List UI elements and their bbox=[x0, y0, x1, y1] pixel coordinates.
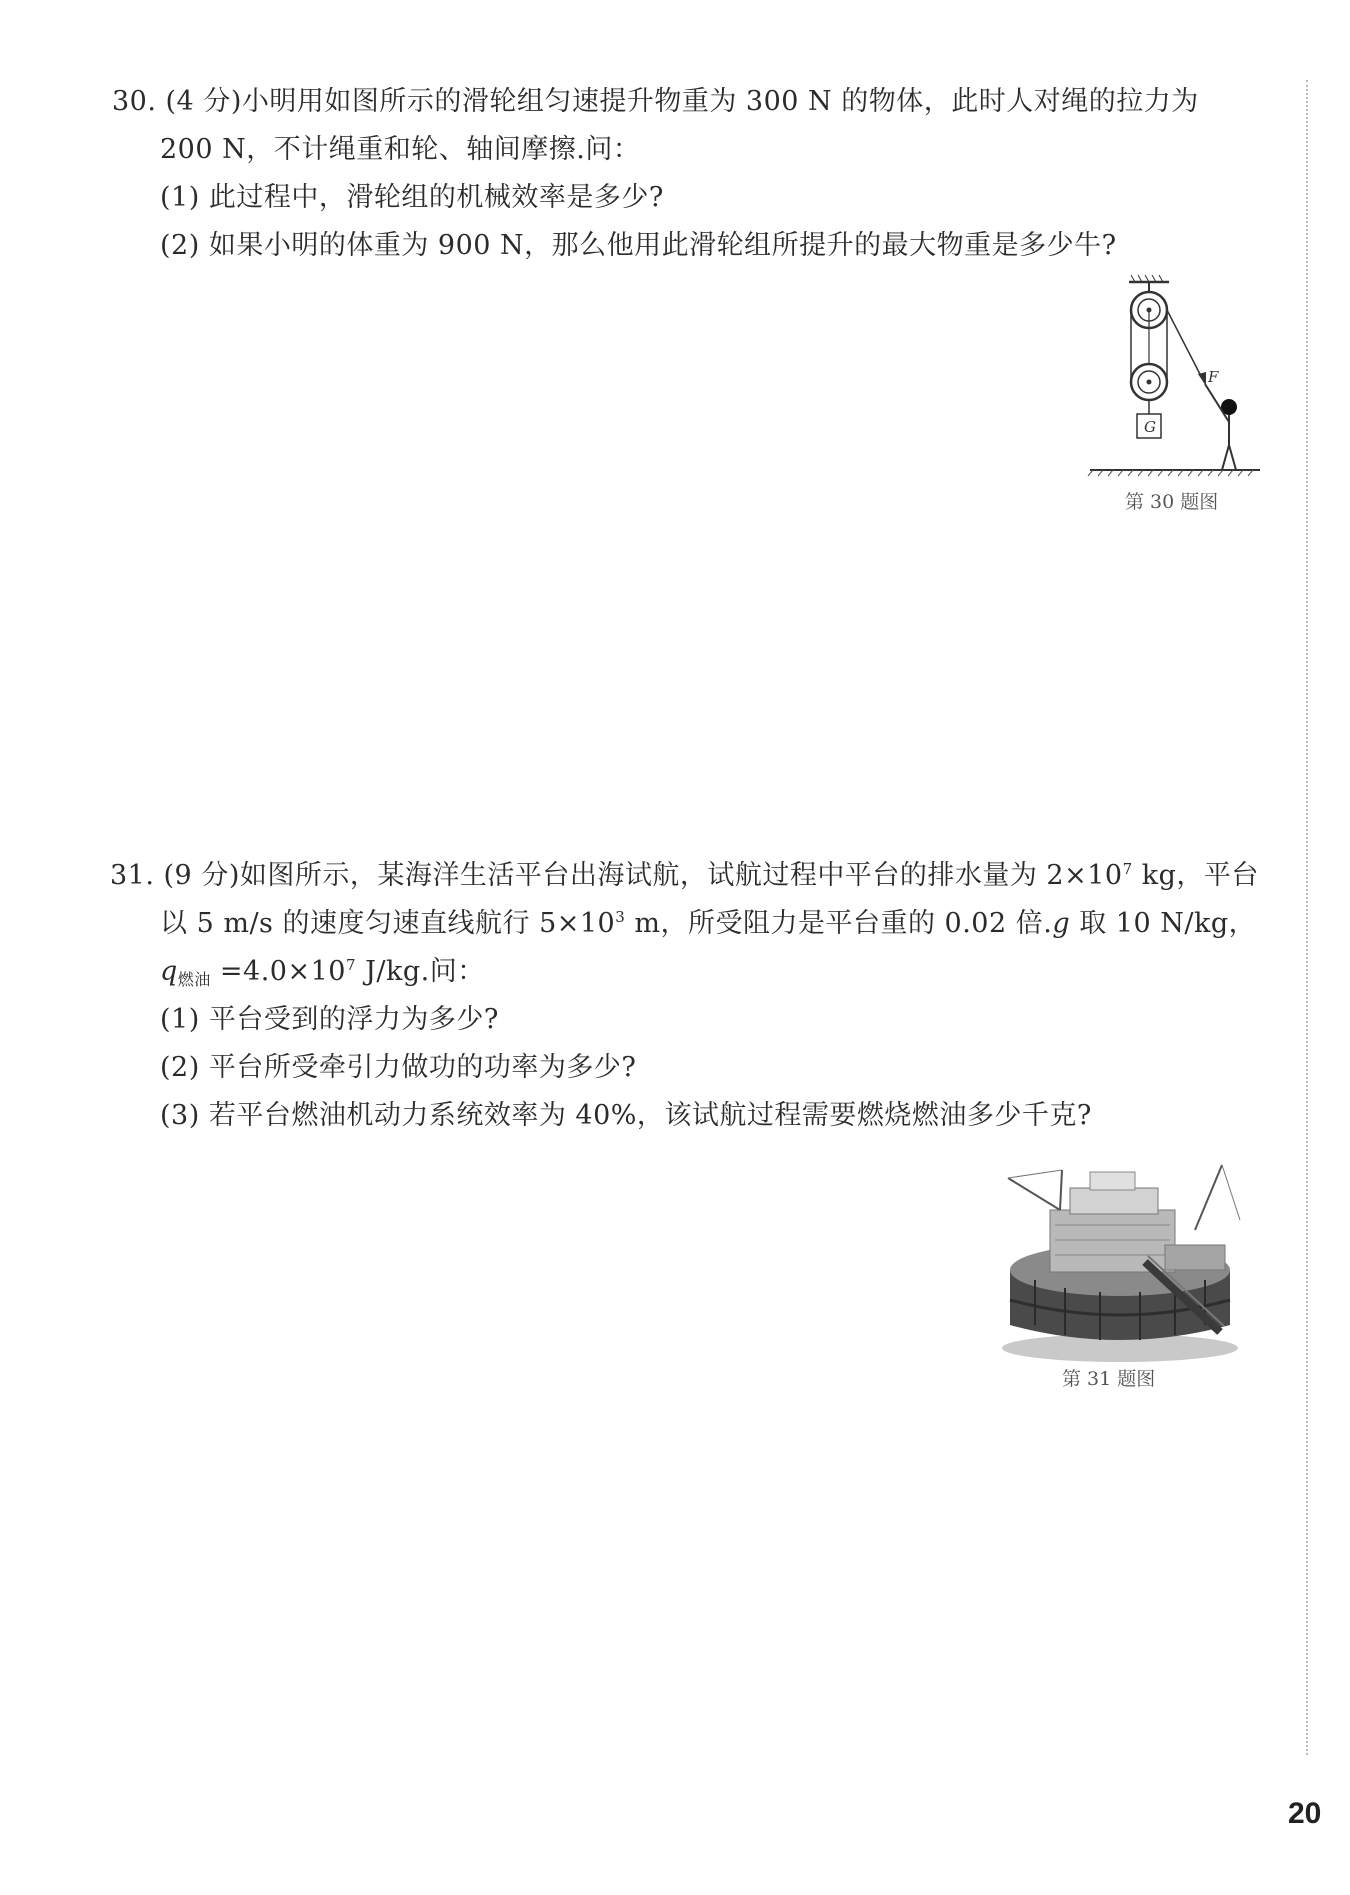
page-number: 20 bbox=[1288, 1797, 1322, 1830]
figure-30-caption: 第 30 题图 bbox=[1125, 491, 1219, 513]
q31-subquestion-2: (2) 平台所受牵引力做功的功率为多少? bbox=[160, 1052, 637, 1083]
svg-text:G: G bbox=[1144, 418, 1156, 436]
q30-subquestion-1: (1) 此过程中，滑轮组的机械效率是多少? bbox=[160, 182, 664, 213]
q31-stem-line1: 31. (9 分)如图所示，某海洋生活平台出海试航，试航过程中平台的排水量为 $2\times 10^7$ kg，平台 bbox=[110, 860, 1259, 891]
pulley-system-figure bbox=[1085, 272, 1270, 492]
q30-stem-line1: 30. (4 分)小明用如图所示的滑轮组匀速提升物重为 300 N 的物体，此时人对绳的拉力为 bbox=[112, 86, 1199, 117]
q31-stem-line3: $q_{燃油} =4.0\times 10^7$ J/kg.问： bbox=[160, 956, 485, 989]
ocean-platform-figure bbox=[990, 1150, 1260, 1365]
margin-guide-line bbox=[1306, 80, 1308, 1755]
figure-31-caption: 第 31 题图 bbox=[1062, 1368, 1156, 1390]
svg-text:F: F bbox=[1208, 368, 1219, 386]
q30-subquestion-2: (2) 如果小明的体重为 900 N，那么他用此滑轮组所提升的最大物重是多少牛? bbox=[160, 230, 1117, 261]
q30-stem-line2: 200 N，不计绳重和轮、轴间摩擦.问： bbox=[160, 134, 641, 165]
q31-stem-line2: 以 5 m/s 的速度匀速直线航行 $5\times 10^3$ m，所受阻力是平台重的 0.02 倍.g 取 10 N/kg， bbox=[160, 908, 1257, 939]
q31-subquestion-1: (1) 平台受到的浮力为多少? bbox=[160, 1004, 499, 1035]
q31-subquestion-3: (3) 若平台燃油机动力系统效率为 40%，该试航过程需要燃烧燃油多少千克? bbox=[160, 1100, 1092, 1131]
